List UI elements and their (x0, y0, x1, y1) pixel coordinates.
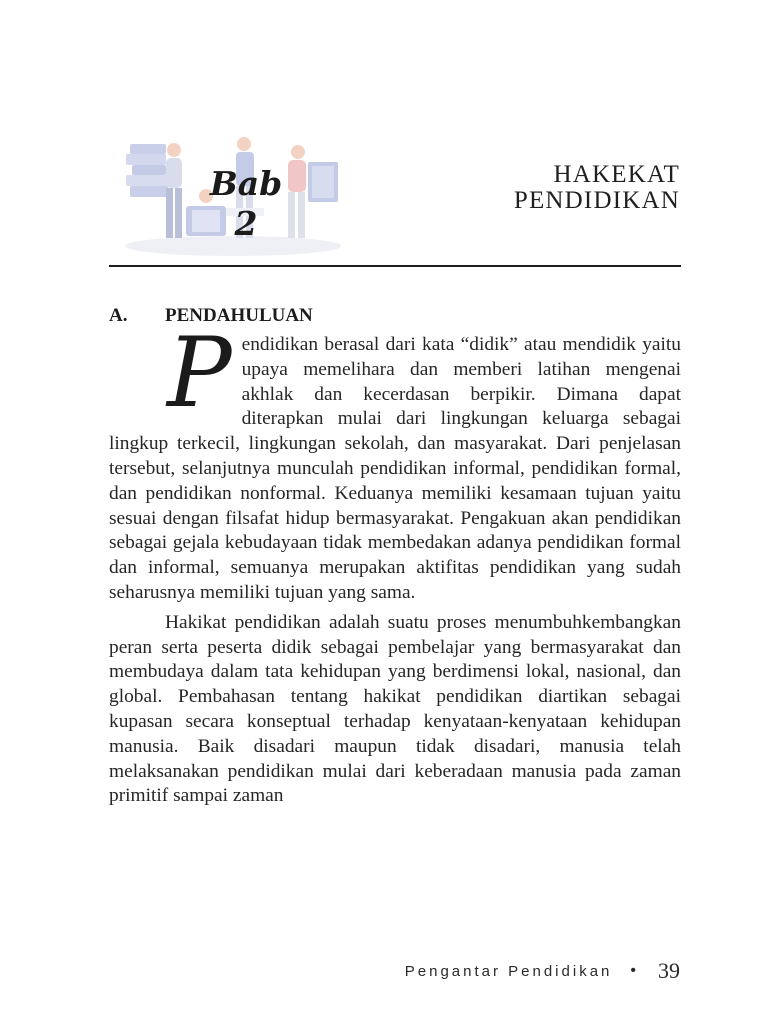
section-number: A. (109, 305, 128, 326)
page-number: 39 (658, 958, 680, 983)
body-text (109, 317, 681, 809)
page-footer (405, 958, 680, 984)
chapter-label-word: Bab (209, 164, 283, 203)
section-title: PENDAHULUAN (165, 305, 313, 326)
paragraph-1 (109, 317, 681, 606)
paragraph-2: Hakikat pendidikan adalah suatu proses menumbuhkembangkan peran serta peserta didik sebagai pembelajar yang bermasyarakat dan membudaya dalam tata kehidupan yang berdimensi lokal, nasional, dan global. Pembahasan tentang hakikat pendidikan diartikan sebagai kupasan secara konseptual terhadap kenyataan-kenyataan kehidupan manusia. Baik disadari maupun tidak disadari, manusia telah melaksanakan pendidikan mulai dari keberadaan manusia pada zaman primitif sampai zaman (109, 611, 681, 807)
running-footer-title: Pengantar Pendidikan (404, 962, 613, 980)
footer-bullet: • (630, 962, 636, 979)
paragraph-1-text: endidikan berasal dari kata “didik” atau mendidik yaitu upaya memelihara dan memberi latihan mengenai akhlak dan kecerdasan berpikir. Dimana dapat diterapkan mulai dari lingkungan keluarga sebagai lingkup terkecil, lingkungan sekolah, dan masyarakat. Dari penjelasan tersebut, selanjutnya munculah pendidikan informal, pendidikan formal, dan pendidikan nonformal. Keduanya memiliki kesamaan tujuan yaitu sesuai dengan filsafat hidup bermasyarakat. Pengakuan akan pendidikan sebagai gejala kebudayaan tidak membedakan adanya pendidikan formal dan informal, semuanya merupakan aktifitas pendidikan yang sudah seharusnya memiliki tujuan yang sama. (109, 334, 681, 603)
chapter-title-line1: HAKEKAT (553, 161, 680, 188)
chapter-label (206, 164, 286, 244)
chapter-number: 2 (234, 204, 258, 243)
title-divider (109, 265, 681, 267)
chapter-title-line2: PENDIDIKAN (513, 187, 680, 214)
drop-cap: P (167, 317, 232, 429)
chapter-title (514, 162, 680, 214)
